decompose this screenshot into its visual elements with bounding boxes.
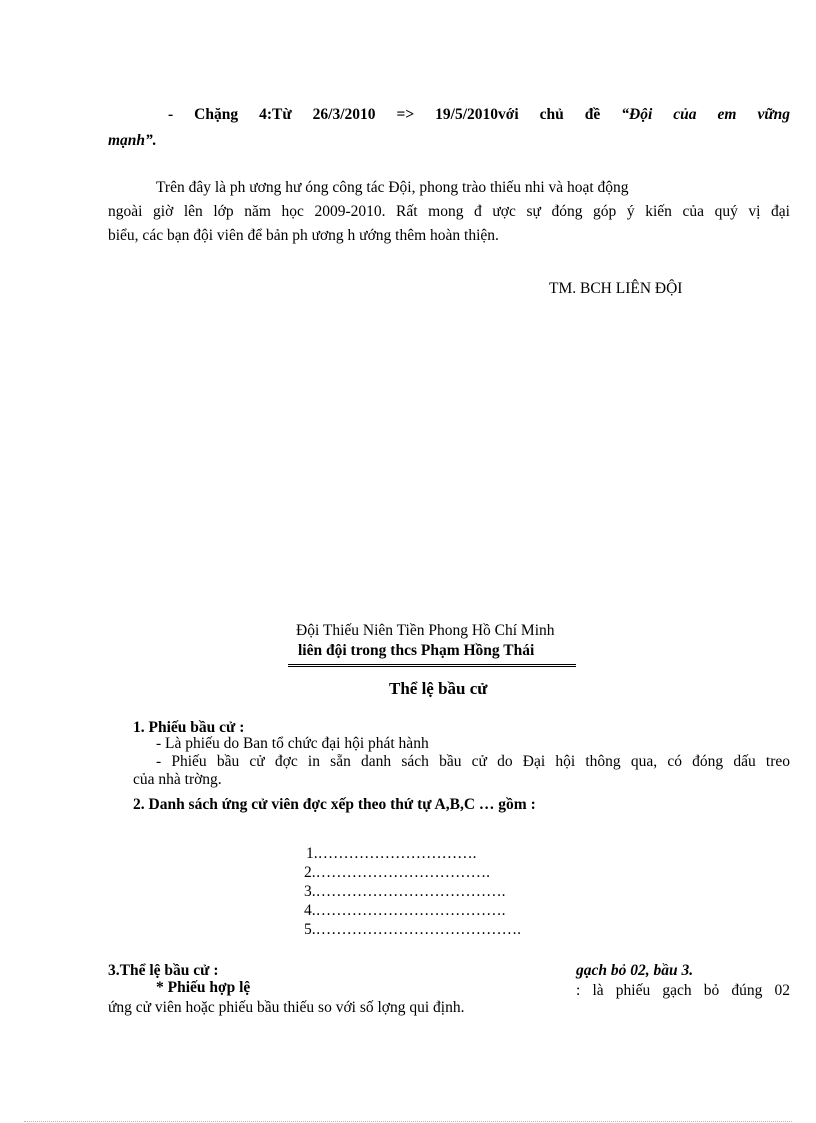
- paragraph-line-1: Trên đây là ph ương hư óng công tác Đội, phong trào thiếu nhi và hoạt động: [156, 179, 629, 196]
- paragraph-line-3: biểu, các bạn đội viên để bản ph ương h ướng thêm hoàn thiện.: [108, 227, 499, 244]
- valid-label: * Phiếu hợp lệ: [156, 979, 251, 996]
- heading-2: 2. Danh sách ứng cử viên đợc xếp theo thứ tự A,B,C … gồm :: [133, 796, 536, 813]
- stage4-quote-b: mạnh”.: [108, 132, 157, 149]
- list-item: 5.………………………………….: [304, 921, 521, 938]
- signature: TM. BCH LIÊN ĐỘI: [549, 280, 683, 297]
- heading-1-line-1: - Là phiếu do Ban tổ chức đại hội phát hành: [156, 735, 429, 752]
- heading-3: 3.Thể lệ bầu cử :: [108, 962, 219, 979]
- list-item: 3.……………………………….: [304, 883, 506, 900]
- heading-1: 1. Phiếu bầu cử :: [133, 719, 245, 736]
- list-item: 4.……………………………….: [304, 902, 506, 919]
- school-b: Phạm Hồng Thái: [420, 642, 535, 659]
- rules-title: Thể lệ bầu cử: [389, 679, 488, 698]
- school-line: [288, 640, 576, 667]
- valid-line-2: ứng cử viên hoặc phiếu bầu thiếu so với số lợng qui định.: [108, 999, 465, 1016]
- list-item: 2.…………………………….: [304, 864, 490, 881]
- stage4-prefix: - Chặng 4:Từ 26/3/2010 => 19/5/2010với chủ đề: [168, 106, 622, 123]
- stage4-quote-a: “Đội của em vững: [621, 106, 790, 123]
- paragraph-line-2: ngoài giờ lên lớp năm học 2009-2010. Rất mong đ ược sự đóng góp ý kiến của quý vị đại: [108, 203, 790, 220]
- org-line: Đội Thiếu Niên Tiền Phong Hồ Chí Minh: [296, 622, 555, 639]
- school-a: liên đội trong thcs: [298, 642, 417, 659]
- valid-right: : là phiếu gạch bỏ đúng 02: [576, 982, 790, 999]
- heading-1-line-2: - Phiếu bầu cử đợc in sẵn danh sách bầu cử do Đại hội thông qua, có đóng dấu treo: [156, 753, 790, 770]
- heading-3-right: gạch bỏ 02, bầu 3.: [576, 962, 694, 979]
- stage4-line: [168, 104, 790, 126]
- heading-1-line-3: của nhà trờng.: [133, 771, 222, 788]
- list-item: 1.………………………….: [306, 845, 477, 862]
- page-edge: [24, 1121, 792, 1122]
